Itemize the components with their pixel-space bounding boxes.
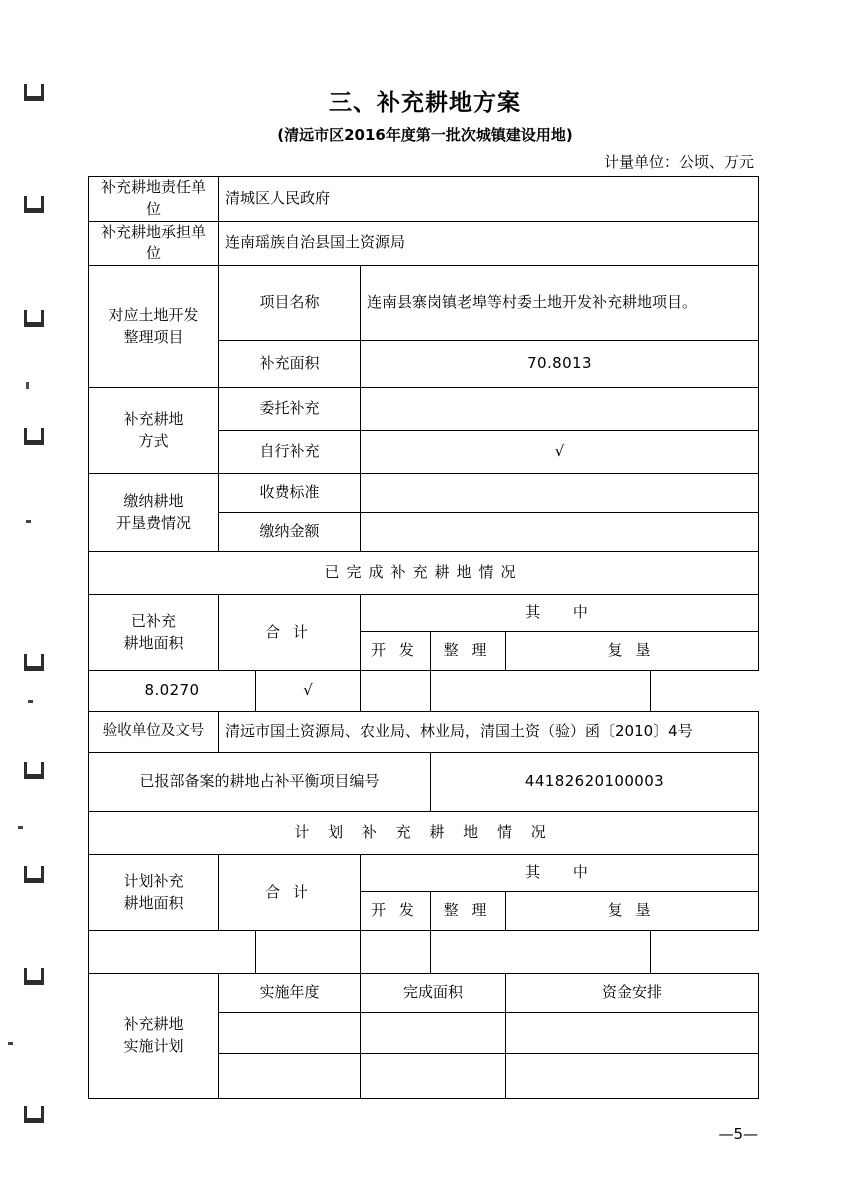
table-row: [89, 177, 759, 222]
implementation-year-value-2[interactable]: [219, 1054, 361, 1099]
reclamation-fee-label-line1: 缴纳耕地: [123, 491, 184, 510]
undertaking-unit-value[interactable]: 连南瑶族自治县国土资源局: [219, 221, 759, 266]
acceptance-unit-value[interactable]: 清远市国土资源局、农业局、林业局，清国土资（验）函〔2010〕4号: [219, 712, 759, 753]
planned-total-header: 合 计: [219, 855, 361, 931]
planned-among-header: 其 中: [361, 855, 759, 892]
completed-reclaim-header: 复 垦: [506, 632, 759, 671]
planned-reclaim-header: 复 垦: [506, 892, 759, 931]
supplement-method-label-line1: 补充耕地: [123, 409, 184, 428]
scan-speck: [18, 826, 23, 829]
implementation-plan-label-line1: 补充耕地: [123, 1015, 184, 1034]
implementation-funds-value-1[interactable]: [506, 1013, 759, 1054]
table-row: [89, 753, 759, 812]
implementation-area-value-1[interactable]: [361, 1013, 506, 1054]
scan-binder-mark: [24, 654, 44, 671]
scan-binder-mark: [24, 968, 44, 985]
completed-area-label-line2: 耕地面积: [123, 633, 184, 652]
completed-develop-checkmark[interactable]: √: [256, 671, 361, 712]
table-row: [89, 812, 759, 855]
planned-total-value[interactable]: [89, 931, 256, 974]
fee-standard-value[interactable]: [361, 474, 759, 513]
measurement-unit-note: 计量单位：公顷、万元: [603, 153, 754, 171]
completed-section-banner: 已完成补充耕地情况: [89, 552, 759, 595]
implementation-funds-value-2[interactable]: [506, 1054, 759, 1099]
supplement-method-label: [89, 388, 219, 474]
filed-project-number-value[interactable]: 44182620100003: [431, 753, 759, 812]
self-supplement-label: 自行补充: [219, 431, 361, 474]
planned-develop-value[interactable]: [256, 931, 361, 974]
implementation-plan-label-line2: 实施计划: [123, 1037, 184, 1055]
planned-consolidate-header: 整 理: [431, 892, 506, 931]
implementation-year-value-1[interactable]: [219, 1013, 361, 1054]
completed-area-label-line1: 已补充: [130, 611, 176, 630]
fee-paid-value[interactable]: [361, 513, 759, 552]
planned-section-banner: 计 划 补 充 耕 地 情 况: [89, 812, 759, 855]
table-row: [89, 671, 759, 712]
scan-binder-mark: [24, 762, 44, 779]
implementation-funds-header: 资金安排: [506, 974, 759, 1013]
project-name-label: 项目名称: [219, 266, 361, 341]
table-row: [89, 712, 759, 753]
fee-paid-label: 缴纳金额: [219, 513, 361, 552]
land-development-project-label-line1: 对应土地开发: [108, 305, 199, 324]
table-row: [89, 595, 759, 632]
scan-binder-mark: [24, 866, 44, 883]
table-row: [89, 266, 759, 341]
completed-develop-header: 开 发: [361, 632, 431, 671]
self-supplement-checkmark[interactable]: √: [361, 431, 759, 474]
completed-consolidate-header: 整 理: [431, 632, 506, 671]
supplement-farmland-form: [88, 176, 758, 1099]
undertaking-unit-label: 补充耕地承担单位: [89, 221, 219, 266]
completed-area-label: [89, 595, 219, 671]
planned-area-label: [89, 855, 219, 931]
scan-binder-mark: [24, 428, 44, 445]
planned-area-label-line1: 计划补充: [123, 871, 184, 890]
supplement-area-value[interactable]: 70.8013: [361, 341, 759, 388]
land-development-project-label: [89, 266, 219, 388]
table-row: [89, 388, 759, 431]
entrusted-supplement-label: 委托补充: [219, 388, 361, 431]
scan-speck: [26, 382, 29, 389]
table-row: [89, 974, 759, 1013]
acceptance-unit-label: 验收单位及文号: [89, 712, 219, 753]
entrusted-supplement-value[interactable]: [361, 388, 759, 431]
page-title: 三、补充耕地方案: [329, 90, 521, 116]
responsible-unit-value[interactable]: 清城区人民政府: [219, 177, 759, 222]
fee-standard-label: 收费标准: [219, 474, 361, 513]
planned-consolidate-value[interactable]: [361, 931, 431, 974]
scan-speck: [8, 1042, 13, 1045]
table-row: [89, 552, 759, 595]
planned-reclaim-value[interactable]: [431, 931, 651, 974]
scan-binder-mark: [24, 310, 44, 327]
planned-develop-header: 开 发: [361, 892, 431, 931]
implementation-area-header: 完成面积: [361, 974, 506, 1013]
scan-speck: [28, 700, 33, 703]
scan-binder-mark: [24, 196, 44, 213]
completed-reclaim-value[interactable]: [431, 671, 651, 712]
reclamation-fee-label: [89, 474, 219, 552]
planned-area-label-line2: 耕地面积: [123, 893, 184, 912]
supplement-method-label-line2: 方式: [138, 431, 169, 450]
form-table: [88, 176, 759, 1099]
implementation-area-value-2[interactable]: [361, 1054, 506, 1099]
completed-consolidate-value[interactable]: [361, 671, 431, 712]
completed-total-value[interactable]: 8.0270: [89, 671, 256, 712]
table-row: [89, 474, 759, 513]
land-development-project-label-line2: 整理项目: [123, 327, 184, 346]
implementation-plan-label: [89, 974, 219, 1099]
responsible-unit-label: 补充耕地责任单位: [89, 177, 219, 222]
page-number: —5—: [718, 1125, 758, 1143]
table-row: [89, 221, 759, 266]
filed-project-number-label: 已报部备案的耕地占补平衡项目编号: [89, 753, 431, 812]
table-row: [89, 855, 759, 892]
completed-total-header: 合 计: [219, 595, 361, 671]
implementation-year-header: 实施年度: [219, 974, 361, 1013]
reclamation-fee-label-line2: 开垦费情况: [115, 513, 191, 532]
scan-binder-mark: [24, 1106, 44, 1123]
supplement-area-label: 补充面积: [219, 341, 361, 388]
table-row: [89, 931, 759, 974]
page-subtitle: (清远市区2016年度第一批次城镇建设用地): [277, 126, 573, 144]
scan-speck: [26, 520, 31, 523]
completed-among-header: 其 中: [361, 595, 759, 632]
project-name-value[interactable]: 连南县寨岗镇老埠等村委土地开发补充耕地项目。: [361, 266, 759, 341]
